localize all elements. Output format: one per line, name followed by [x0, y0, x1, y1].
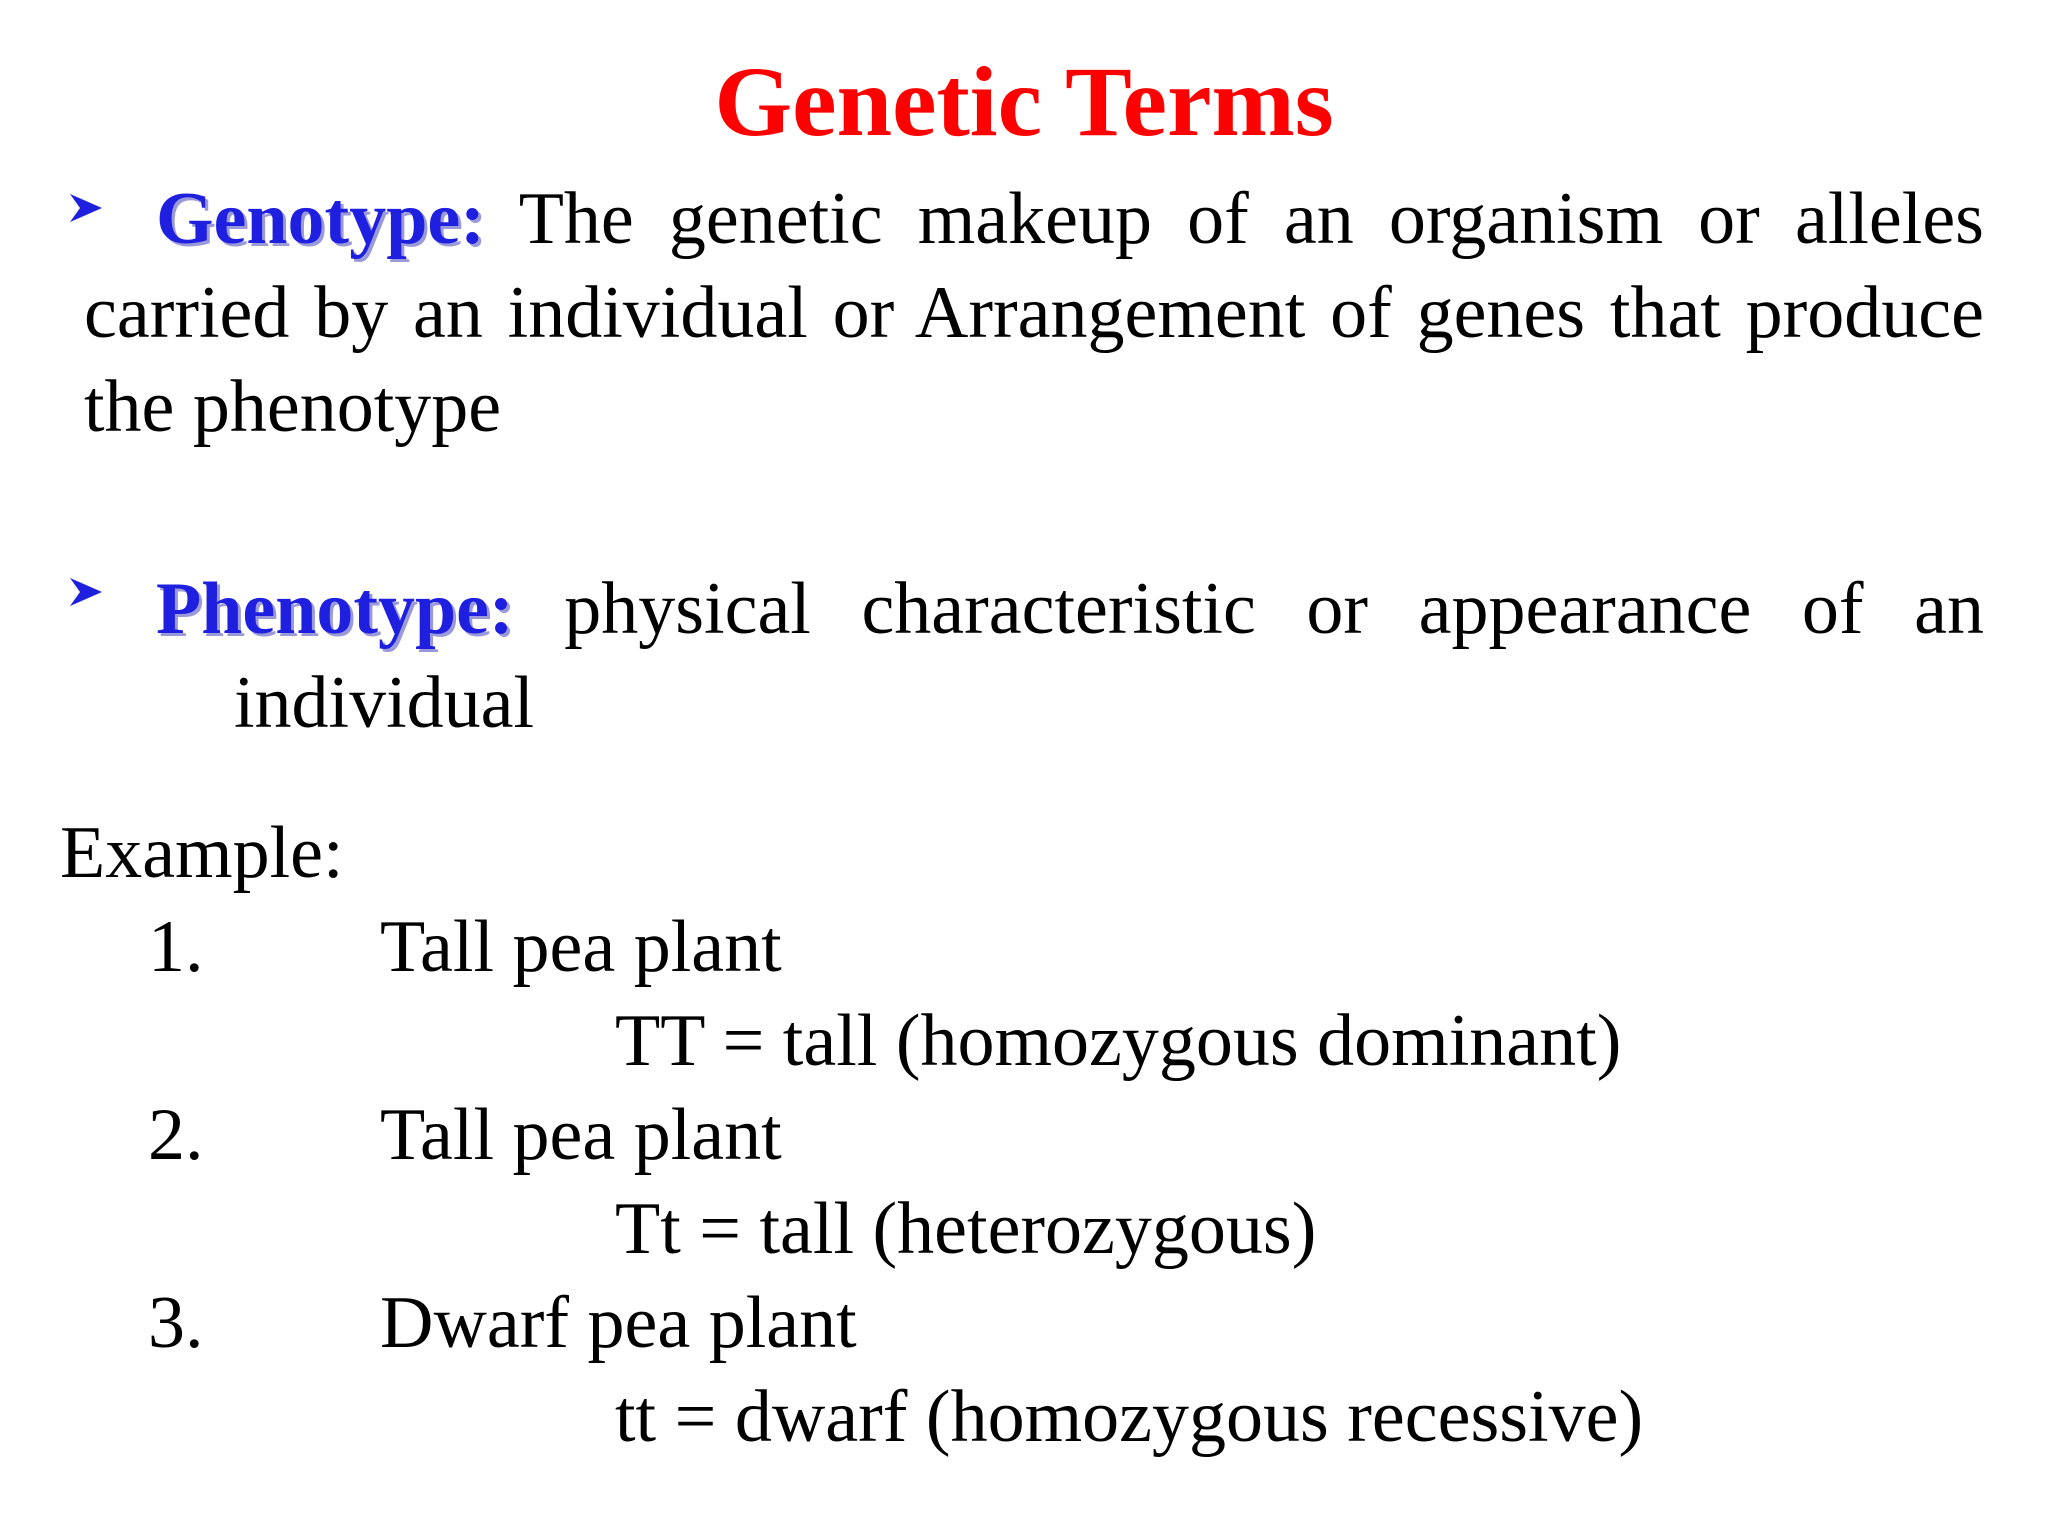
phenotype-label: Phenotype:	[156, 568, 514, 650]
slide-title: Genetic Terms	[714, 46, 1334, 157]
genotype-definition	[84, 172, 1984, 454]
example-plant: Tall pea plant	[380, 906, 782, 988]
example-heading: Example:	[60, 812, 344, 894]
phenotype-definition	[84, 562, 1984, 750]
example-plant: Dwarf pea plant	[380, 1282, 857, 1364]
phenotype-rest-text: individual	[234, 662, 535, 744]
genotype-label: Genotype:	[156, 178, 485, 260]
example-number: 3.	[148, 1282, 204, 1364]
example-number: 2.	[148, 1094, 204, 1176]
genotype-rest-text: carried by an individual or Arrangement of genes that produce the phenotype	[84, 272, 1984, 448]
example-plant: Tall pea plant	[380, 1094, 782, 1176]
phenotype-first-line	[84, 562, 1984, 656]
genotype-first-text: The genetic makeup of an organism or alleles	[518, 178, 1984, 260]
phenotype-first-text: physical characteristic or appearance of an	[564, 568, 1985, 650]
example-genotype: tt = dwarf (homozygous recessive)	[615, 1376, 1644, 1458]
genotype-first-line	[84, 172, 1984, 266]
example-genotype: TT = tall (homozygous dominant)	[615, 1000, 1622, 1082]
example-number: 1.	[148, 906, 204, 988]
example-genotype: Tt = tall (heterozygous)	[615, 1188, 1317, 1270]
